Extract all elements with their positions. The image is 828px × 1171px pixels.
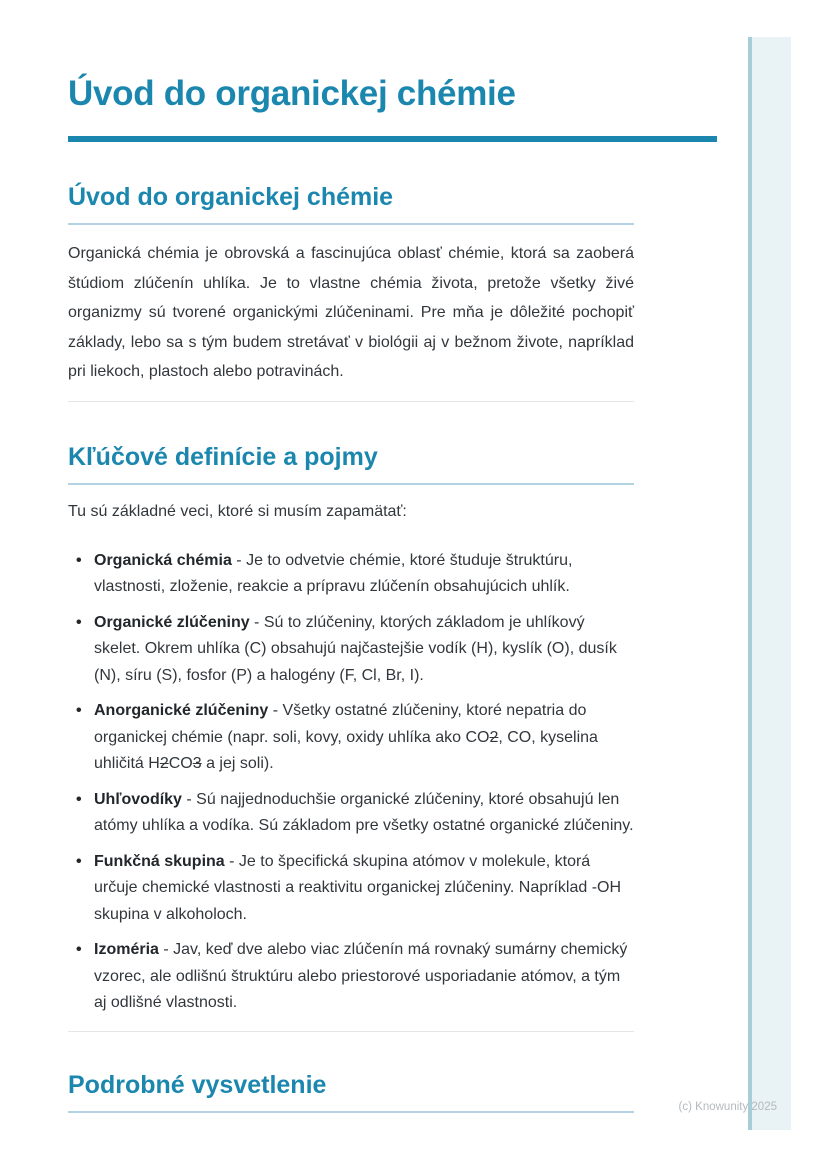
definition-item: • Funkčná skupina - Je to špecifická skupina atómov v molekule, ktorá určuje chemické vlastnosti a reaktivitu organickej zlúčeniny. Napríklad -OH skupina v alkoholoch.: [68, 849, 634, 929]
definition-item: • Anorganické zlúčeniny - Všetky ostatné zlúčeniny, ktoré nepatria do organickej chémie (napr. soli, kovy, oxidy uhlíka ako CO2, CO, kyselina uhličitá H2CO3 a jej soli).: [68, 698, 634, 778]
footer-credit: (c) Knowunity 2025: [678, 1101, 777, 1113]
definition-term: Funkčná skupina: [94, 852, 225, 870]
definition-term: Izoméria: [94, 941, 159, 958]
section-heading-detail: Podrobné vysvetlenie: [68, 1068, 634, 1113]
definition-term: Anorganické zlúčeniny: [94, 702, 269, 719]
definition-item: • Organické zlúčeniny - Sú to zlúčeniny, ktorých základom je uhlíkový skelet. Okrem uhlíka (C) obsahujú najčastejšie vodík (H), kyslík (O), dusík (N), síru (S), fosfor (P) a halogény (F, Cl, Br, I).: [68, 610, 634, 690]
section-divider: [68, 401, 634, 402]
definition-term: Organické zlúčeniny: [94, 613, 250, 631]
definition-item: • Izoméria - Jav, keď dve alebo viac zlúčenín má rovnaký sumárny chemický vzorec, ale odlišnú štruktúru alebo priestorové usporiadanie atómov, a tým aj odlišné vlastnosti.: [68, 937, 634, 1017]
definition-term: Organická chémia: [94, 551, 232, 569]
page-edge-accent-bar: [748, 37, 791, 1130]
struck-subscript-digit: 3: [192, 755, 202, 772]
definitions-intro: Tu sú základné veci, ktoré si musím zapamätať:: [68, 502, 407, 520]
intro-paragraph: Organická chémia je obrovská a fascinujúca oblasť chémie, ktorá sa zaoberá štúdiom zlúčenín uhlíka. Je to vlastne chémia života, pretože všetky živé organizmy sú tvorené organickými zlúčeninami. Pre mňa je dôležité pochopiť základy, lebo sa s tým budem stretávať v biológii aj v bežnom živote, napríklad pri liekoch, plastoch alebo potravinách.: [68, 245, 634, 380]
struck-subscript-digit: 2: [489, 728, 499, 746]
definition-term: Uhľovodíky: [94, 790, 182, 808]
document-page: [68, 0, 634, 1113]
struck-subscript-digit: 2: [159, 755, 169, 772]
definition-item: • Uhľovodíky - Sú najjednoduchšie organické zlúčeniny, ktoré obsahujú len atómy uhlíka a vodíka. Sú základom pre všetky ostatné organické zlúčeniny.: [68, 787, 634, 840]
title-divider-rule: [68, 136, 717, 142]
section-heading-definitions: Kľúčové definície a pojmy: [68, 440, 634, 485]
page-title: Úvod do organickej chémie: [68, 74, 516, 113]
definitions-list: [68, 548, 634, 1017]
section-heading-intro: Úvod do organickej chémie: [68, 180, 634, 225]
section-divider: [68, 1031, 634, 1032]
definition-item: • Organická chémia - Je to odvetvie chémie, ktoré študuje štruktúru, vlastnosti, zloženie, reakcie a prípravu zlúčenín obsahujúcich uhlík.: [68, 548, 634, 601]
